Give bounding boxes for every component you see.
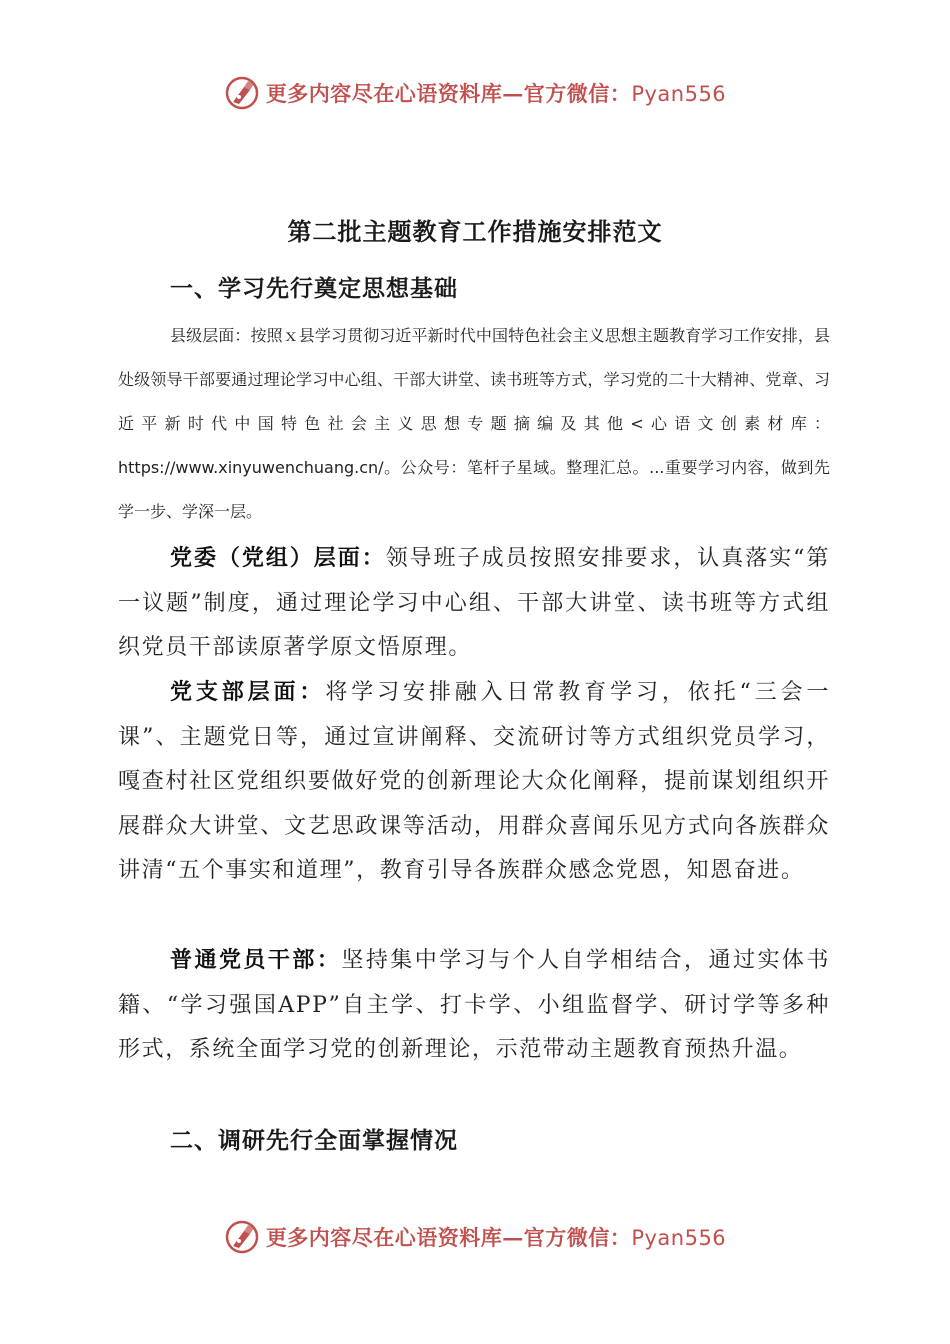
paragraph-label: 党委（党组）层面： [170, 545, 386, 571]
paragraph-label: 普通党员干部： [170, 947, 342, 973]
pen-nib-logo-icon [224, 75, 260, 111]
header-banner [0, 68, 950, 118]
wechat-id: Pyan556 [631, 1226, 727, 1250]
footer-banner [0, 1212, 950, 1262]
section-2-heading: 二、调研先行全面掌握情况 [170, 1127, 458, 1154]
paragraph-label: 党支部层面： [170, 679, 326, 705]
section-1-heading: 一、学习先行奠定思想基础 [170, 275, 458, 302]
county-level-paragraph: 县级层面：按照ｘ县学习贯彻习近平新时代中国特色社会主义思想主题教育学习工作安排，县处级领导干部要通过理论学习中心组、干部大讲堂、读书班等方式，学习党的二十大精神、党章、习近平新时代中国特色社会主义思想专题摘编及其他<心语文创素材库：https://www.xinyuwenchuang.cn/。公众号：笔杆子星域。整理汇总。...重要学习内容，做到先学一步、学深一层。 [118, 326, 830, 521]
ordinary-members-paragraph: 普通党员干部：坚持集中学习与个人自学相结合，通过实体书籍、“学习强国APP”自主学、打卡学、小组监督学、研讨学等多种形式，系统全面学习党的创新理论，示范带动主题教育预热升温。 [118, 947, 830, 1062]
pen-nib-logo-icon [224, 1219, 260, 1255]
party-branch-paragraph: 党支部层面：将学习安排融入日常教育学习，依托“三会一课”、主题党日等，通过宣讲阐释、交流研讨等方式组织党员学习，嘎查村社区党组织要做好党的创新理论大众化阐释，提前谋划组织开展群众大讲堂、文艺思政课等活动，用群众喜闻乐见方式向各族群众讲清“五个事实和道理”，教育引导各族群众感念党恩，知恩奋进。 [118, 679, 831, 883]
banner-text: 更多内容尽在心语资料库—官方微信：Pyan556 [265, 81, 727, 106]
banner-text: 更多内容尽在心语资料库—官方微信：Pyan556 [265, 1225, 727, 1250]
page-title: 第二批主题教育工作措施安排范文 [287, 217, 663, 246]
wechat-id: Pyan556 [631, 82, 727, 106]
party-committee-paragraph: 党委（党组）层面：领导班子成员按照安排要求，认真落实“第一议题”制度，通过理论学习中心组、干部大讲堂、读书班等方式组织党员干部读原著学原文悟原理。 [118, 545, 830, 660]
